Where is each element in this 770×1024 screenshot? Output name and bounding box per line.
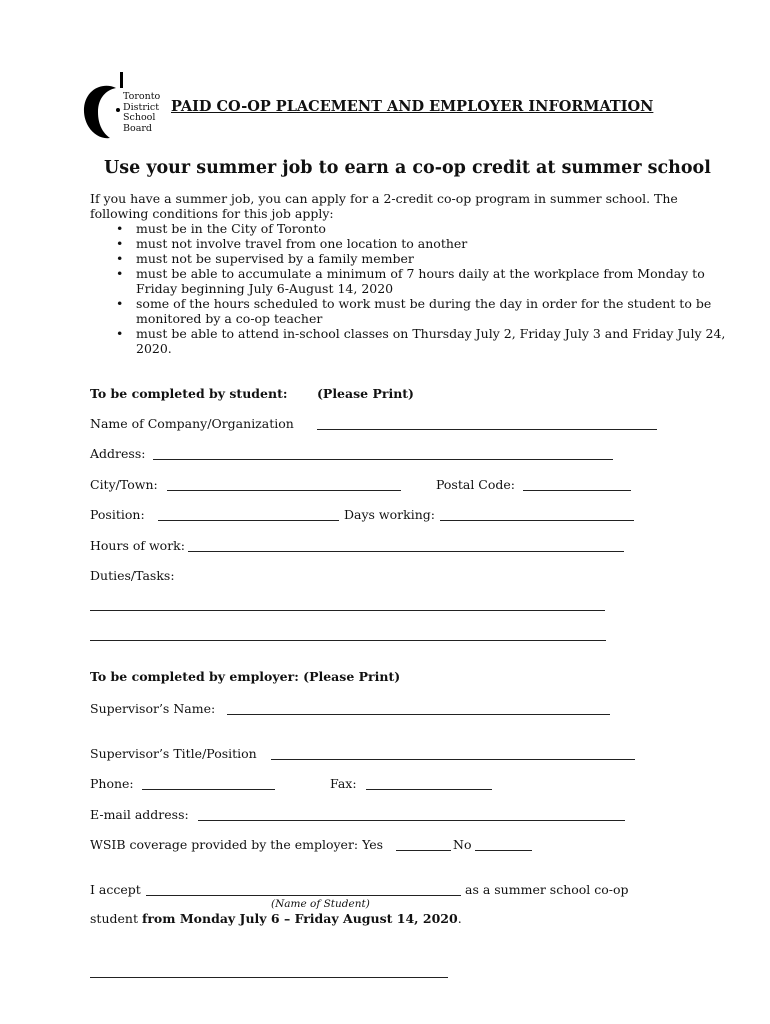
student-name-field[interactable] — [146, 883, 461, 896]
company-label: Name of Company/Organization — [90, 416, 294, 431]
tdsb-logo — [80, 70, 170, 142]
accept-prefix: I accept — [90, 882, 141, 897]
logo-line: District — [123, 101, 160, 113]
condition-item: • some of the hours scheduled to work must be during the day in order for the student to be monitored by a co-op teacher — [116, 296, 726, 326]
logo-line: School — [123, 112, 156, 123]
wsib-label: WSIB coverage provided by the employer: Yes — [90, 837, 384, 852]
employer-section-heading: To be completed by employer: (Please Print) — [90, 669, 401, 684]
intro-line: If you have a summer job, you can apply for a 2-credit co-op program in summer school. The — [90, 191, 678, 206]
duties-field-line-1[interactable] — [90, 598, 605, 611]
student-name-caption: (Name of Student) — [271, 898, 370, 910]
supervisor-name-label: Supervisor’s Name: — [90, 701, 216, 716]
company-field[interactable] — [317, 417, 657, 430]
fax-label: Fax: — [330, 776, 357, 791]
city-label: City/Town: — [90, 477, 158, 492]
supervisor-name-field[interactable] — [227, 702, 610, 715]
signature-field[interactable] — [90, 965, 448, 978]
condition-item: • must be able to accumulate a minimum of 7 hours daily at the workplace from Monday to Friday beginning July 6-August 14, 2020 — [116, 266, 726, 296]
acceptance-line — [90, 911, 462, 926]
wsib-no-field[interactable] — [475, 838, 532, 851]
condition-item: • must be in the City of Toronto — [116, 221, 726, 236]
condition-item: • must not be supervised by a family member — [116, 251, 726, 266]
address-label: Address: — [90, 446, 146, 461]
postal-label: Postal Code: — [436, 477, 515, 492]
email-field[interactable] — [198, 808, 625, 821]
form-subtitle: Use your summer job to earn a co-op credit at summer school — [104, 158, 711, 178]
hours-field[interactable] — [188, 539, 624, 552]
placement-dates: from Monday July 6 – Friday August 14, 2020 — [141, 911, 458, 926]
logo-line: Board — [123, 122, 152, 134]
logo-line: Toronto — [123, 91, 161, 102]
position-field[interactable] — [158, 508, 339, 521]
phone-label: Phone: — [90, 776, 134, 791]
address-field[interactable] — [153, 447, 613, 460]
condition-item: • must not involve travel from one location to another — [116, 236, 726, 251]
days-label: Days working: — [344, 507, 435, 522]
days-field[interactable] — [440, 508, 634, 521]
intro-line: following conditions for this job apply: — [90, 206, 334, 221]
accept-suffix: as a summer school co-op — [465, 882, 629, 897]
form-title: PAID CO-OP PLACEMENT AND EMPLOYER INFORMATION — [171, 98, 654, 115]
wsib-no-label: No — [453, 837, 472, 852]
postal-field[interactable] — [523, 478, 631, 491]
city-field[interactable] — [167, 478, 401, 491]
condition-item: • must be able to attend in-school classes on Thursday July 2, Friday July 3 and Friday July 24, 2020. — [116, 326, 726, 356]
duties-field-line-2[interactable] — [90, 628, 606, 641]
apple-logo-icon — [80, 70, 126, 142]
email-label: E-mail address: — [90, 807, 189, 822]
student-word: student — [90, 911, 138, 926]
phone-field[interactable] — [142, 777, 275, 790]
duties-label: Duties/Tasks: — [90, 568, 175, 583]
student-section-heading: To be completed by student: — [90, 386, 288, 401]
acceptance-period: . — [457, 911, 462, 926]
supervisor-title-label: Supervisor’s Title/Position — [90, 746, 257, 761]
logo-wordmark — [123, 92, 160, 134]
conditions-list — [116, 221, 726, 356]
wsib-yes-field[interactable] — [396, 838, 451, 851]
supervisor-title-field[interactable] — [271, 747, 635, 760]
position-label: Position: — [90, 507, 145, 522]
fax-field[interactable] — [366, 777, 492, 790]
hours-label: Hours of work: — [90, 538, 185, 553]
student-print-note: (Please Print) — [317, 386, 414, 401]
